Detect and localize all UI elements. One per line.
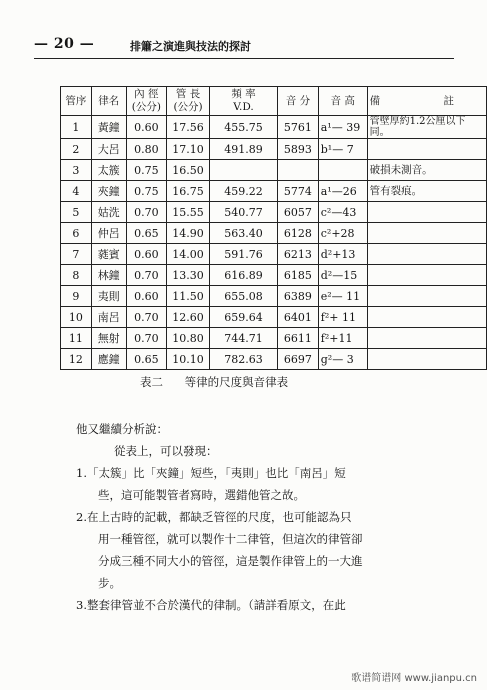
cell-name: 應鐘: [91, 349, 126, 370]
col-header-name: 律名: [91, 87, 126, 116]
cell-note: [367, 244, 486, 265]
cell-diameter: 0.60: [126, 244, 167, 265]
cell-length: 15.55: [167, 202, 210, 223]
cell-name: 夾鐘: [91, 181, 126, 202]
cell-note: [367, 349, 486, 370]
cell-diameter: 0.70: [126, 265, 167, 286]
cell-cents: 6213: [278, 244, 319, 265]
table-row: [61, 181, 487, 202]
running-title: 排簫之演進與技法的探討: [130, 40, 251, 53]
cell-frequency: 659.64: [209, 307, 277, 328]
col-header-length: 管 長 (公分): [167, 87, 210, 116]
cell-frequency: 455.75: [209, 116, 277, 139]
cell-pitch: d²—15: [318, 265, 367, 286]
cell-number: 4: [61, 181, 92, 202]
cell-cents: 6128: [278, 223, 319, 244]
cell-length: 17.10: [167, 139, 210, 160]
cell-number: 2: [61, 139, 92, 160]
col-header-frequency: 頻 率 V.D.: [209, 87, 277, 116]
cell-pitch: a¹— 39: [318, 116, 367, 139]
cell-length: 11.50: [167, 286, 210, 307]
page-header: [34, 36, 454, 58]
cell-diameter: 0.70: [126, 307, 167, 328]
cell-cents: 6185: [278, 265, 319, 286]
cell-number: 11: [61, 328, 92, 349]
cell-cents: 6697: [278, 349, 319, 370]
cell-diameter: 0.75: [126, 160, 167, 181]
table-row: [61, 160, 487, 181]
cell-diameter: 0.60: [126, 286, 167, 307]
cell-pitch: g²— 3: [318, 349, 367, 370]
list-item-line: 3.整套律管並不合於漢代的律制。（請詳看原文，在此: [76, 598, 346, 612]
cell-pitch: b¹— 7: [318, 139, 367, 160]
cell-note: [367, 139, 486, 160]
cell-diameter: 0.60: [126, 116, 167, 139]
cell-length: 13.30: [167, 265, 210, 286]
cell-name: 林鐘: [91, 265, 126, 286]
cell-length: 14.00: [167, 244, 210, 265]
cell-diameter: 0.75: [126, 181, 167, 202]
col-header-number: 管序: [61, 87, 92, 116]
table-header-row: [61, 87, 487, 116]
table-row: [61, 244, 487, 265]
cell-length: 14.90: [167, 223, 210, 244]
table-caption: [140, 374, 306, 390]
cell-name: 無射: [91, 328, 126, 349]
cell-number: 8: [61, 265, 92, 286]
table-row: [61, 265, 487, 286]
cell-note: [367, 223, 486, 244]
pitch-table: [60, 86, 487, 370]
cell-frequency: 459.22: [209, 181, 277, 202]
cell-diameter: 0.70: [126, 202, 167, 223]
list-item-line: 1.「太簇」比「夾鐘」短些，「夷則」也比「南呂」短: [76, 466, 346, 480]
table-row: [61, 328, 487, 349]
cell-diameter: 0.80: [126, 139, 167, 160]
header-rule: [34, 58, 454, 59]
cell-pitch: c²—43: [318, 202, 367, 223]
cell-name: 姑洗: [91, 202, 126, 223]
paragraph-line: 從表上，可以發現：: [114, 444, 218, 458]
cell-frequency: 563.40: [209, 223, 277, 244]
col-header-notes: 備 註: [367, 87, 486, 116]
col-header-diameter: 內 徑 (公分): [126, 87, 167, 116]
cell-cents: 6611: [278, 328, 319, 349]
cell-length: 17.56: [167, 116, 210, 139]
cell-note: [367, 328, 486, 349]
cell-note: [367, 202, 486, 223]
table-row: [61, 349, 487, 370]
watermark: 歌谱简谱网 www.jianpu.cn: [351, 673, 477, 684]
cell-cents: 5774: [278, 181, 319, 202]
cell-cents: 6389: [278, 286, 319, 307]
cell-number: 12: [61, 349, 92, 370]
cell-cents: 5761: [278, 116, 319, 139]
cell-name: 太簇: [91, 160, 126, 181]
cell-note: 管有裂痕。: [367, 181, 486, 202]
cell-frequency: [209, 160, 277, 181]
cell-frequency: 591.76: [209, 244, 277, 265]
cell-length: 10.80: [167, 328, 210, 349]
cell-number: 1: [61, 116, 92, 139]
cell-length: 16.50: [167, 160, 210, 181]
cell-cents: 6401: [278, 307, 319, 328]
cell-name: 蕤賓: [91, 244, 126, 265]
cell-cents: 5893: [278, 139, 319, 160]
table-row: [61, 202, 487, 223]
cell-cents: 6057: [278, 202, 319, 223]
cell-name: 黃鐘: [91, 116, 126, 139]
table-row: [61, 223, 487, 244]
cell-number: 10: [61, 307, 92, 328]
paragraph-line: 他又繼續分析說：: [76, 422, 168, 436]
cell-frequency: 616.89: [209, 265, 277, 286]
cell-note: [367, 265, 486, 286]
cell-number: 9: [61, 286, 92, 307]
cell-frequency: 655.08: [209, 286, 277, 307]
cell-frequency: 491.89: [209, 139, 277, 160]
cell-diameter: 0.70: [126, 328, 167, 349]
cell-number: 7: [61, 244, 92, 265]
table-row: [61, 286, 487, 307]
cell-frequency: 782.63: [209, 349, 277, 370]
cell-frequency: 744.71: [209, 328, 277, 349]
cell-note: 管壁厚約1.2公厘以下同。: [367, 116, 486, 139]
cell-name: 夷則: [91, 286, 126, 307]
cell-diameter: 0.65: [126, 223, 167, 244]
caption-text: 等律的尺度與音律表: [184, 375, 289, 389]
cell-note: [367, 286, 486, 307]
cell-pitch: [318, 160, 367, 181]
table-row: [61, 116, 487, 139]
cell-name: 仲呂: [91, 223, 126, 244]
page-number: — 20 —: [34, 36, 95, 52]
caption-label: 表二: [140, 375, 163, 389]
cell-length: 10.10: [167, 349, 210, 370]
cell-name: 大呂: [91, 139, 126, 160]
cell-pitch: f²+ 11: [318, 307, 367, 328]
table-row: [61, 139, 487, 160]
list-item-line: 步。: [98, 576, 121, 590]
cell-number: 6: [61, 223, 92, 244]
cell-length: 16.75: [167, 181, 210, 202]
cell-pitch: d²+13: [318, 244, 367, 265]
list-item-line: 分成三種不同大小的管徑，這是製作律管上的一大進: [98, 554, 363, 568]
table-body: [61, 116, 487, 370]
cell-pitch: e²— 11: [318, 286, 367, 307]
list-item-line: 些，這可能製管者寫時，選錯他管之故。: [98, 488, 305, 502]
list-item-line: 2.在上古時的記載，都缺乏管徑的尺度，也可能認為只: [76, 510, 352, 524]
cell-pitch: f²+11: [318, 328, 367, 349]
cell-frequency: 540.77: [209, 202, 277, 223]
col-header-pitch: 音 高: [318, 87, 367, 116]
body-text: [76, 418, 456, 616]
cell-number: 3: [61, 160, 92, 181]
cell-pitch: a¹—26: [318, 181, 367, 202]
cell-note: [367, 307, 486, 328]
cell-length: 12.60: [167, 307, 210, 328]
list-item-line: 用一種管徑，就可以製作十二律管，但這次的律管卻: [98, 532, 363, 546]
cell-note: 破損未測音。: [367, 160, 486, 181]
cell-pitch: c²+28: [318, 223, 367, 244]
cell-name: 南呂: [91, 307, 126, 328]
cell-number: 5: [61, 202, 92, 223]
col-header-cents: 音 分: [278, 87, 319, 116]
cell-cents: [278, 160, 319, 181]
cell-diameter: 0.65: [126, 349, 167, 370]
table-row: [61, 307, 487, 328]
